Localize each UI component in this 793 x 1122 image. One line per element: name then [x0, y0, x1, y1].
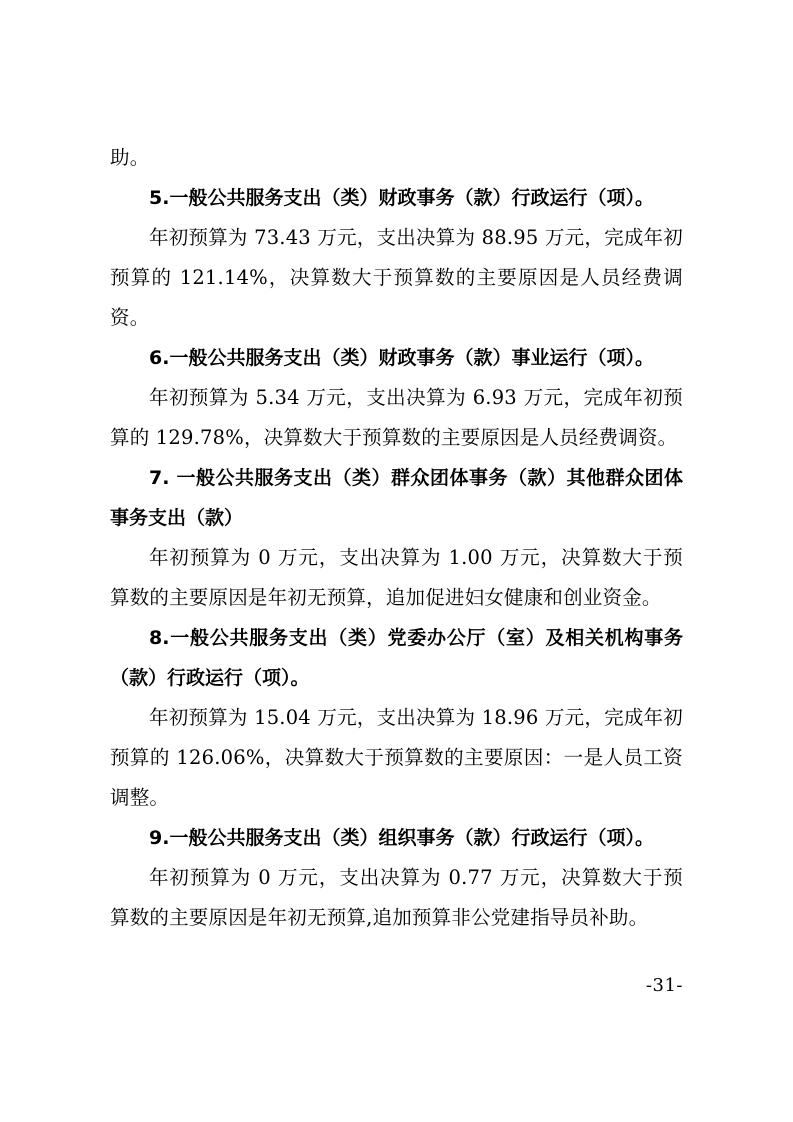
section-heading-6: 6.一般公共服务支出（类）财政事务（款）事业运行（项）。 [149, 347, 654, 369]
section-heading-9: 9.一般公共服务支出（类）组织事务（款）行政运行（项）。 [149, 827, 654, 849]
paragraph-continuation: 助。 [110, 146, 150, 169]
paragraph-9: 年初预算为 0 万元，支出决算为 0.77 万元，决算数大于预算数的主要原因是年初无预算,追加预算非公党建指导员补助。 [110, 866, 683, 929]
paragraph-8: 年初预算为 15.04 万元，支出决算为 18.96 万元，完成年初预算的 126.06%，决算数大于预算数的主要原因：一是人员工资调整。 [110, 706, 683, 809]
section-heading-8: 8.一般公共服务支出（类）党委办公厅（室）及相关机构事务（款）行政运行（项）。 [110, 627, 683, 689]
section-heading-5: 5.一般公共服务支出（类）财政事务（款）行政运行（项）。 [149, 187, 654, 209]
page-number: -31- [645, 975, 683, 996]
paragraph-5: 年初预算为 73.43 万元，支出决算为 88.95 万元，完成年初预算的 121.14%，决算数大于预算数的主要原因是人员经费调资。 [110, 226, 683, 329]
paragraph-6: 年初预算为 5.34 万元，支出决算为 6.93 万元，完成年初预算的 129.78%，决算数大于预算数的主要原因是人员经费调资。 [110, 386, 683, 449]
paragraph-7: 年初预算为 0 万元，支出决算为 1.00 万元，决算数大于预算数的主要原因是年初无预算，追加促进妇女健康和创业资金。 [110, 546, 683, 609]
page-content [110, 138, 683, 938]
section-heading-7: 7. 一般公共服务支出（类）群众团体事务（款）其他群众团体事务支出（款） [110, 467, 683, 529]
